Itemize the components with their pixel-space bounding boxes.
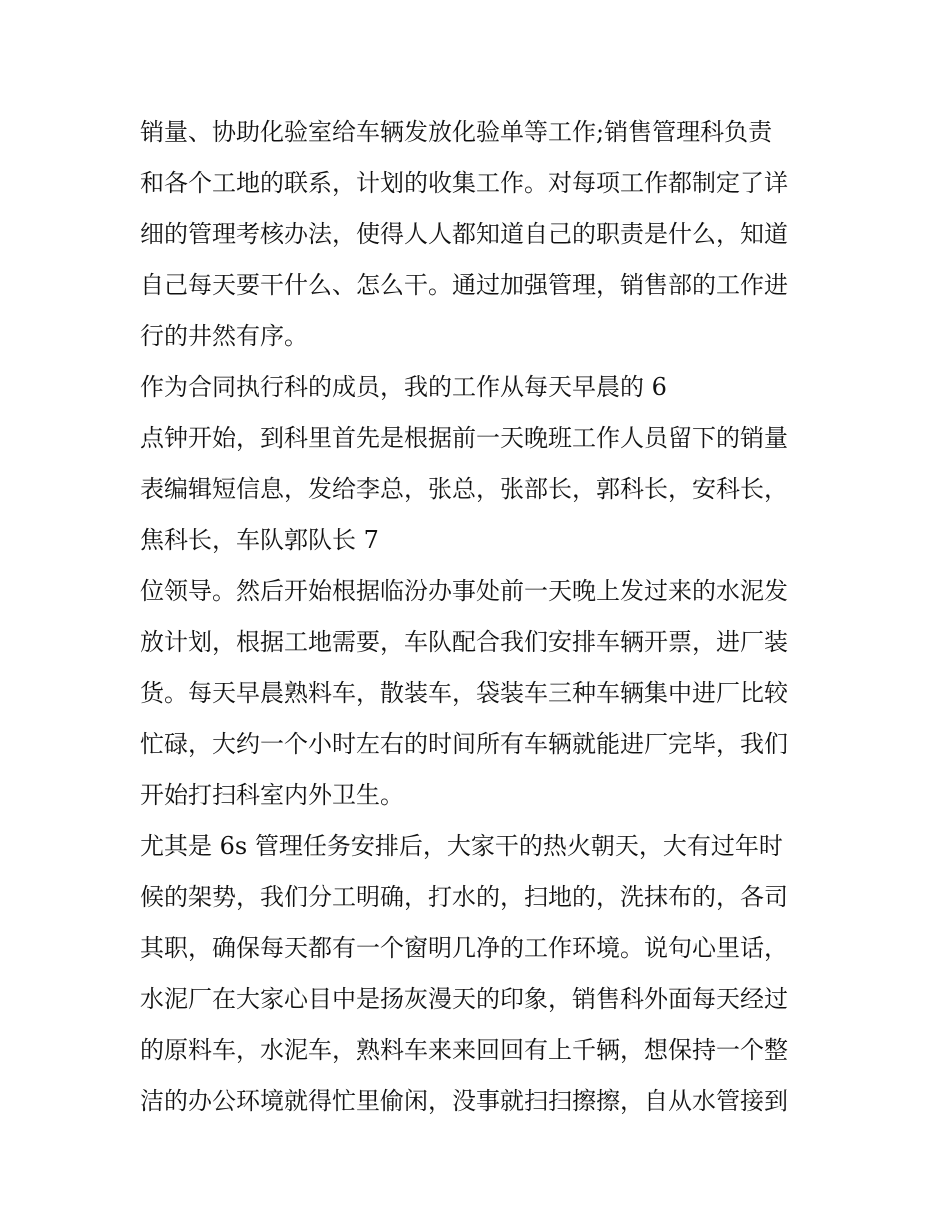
text-line: 水泥厂在大家心目中是扬灰漫天的印象，销售科外面每天经过: [140, 985, 788, 1013]
text-line: 开始打扫科室内外卫生。: [140, 781, 404, 809]
text-line: 放计划，根据工地需要，车队配合我们安排车辆开票，进厂装: [140, 628, 788, 656]
text-line: 尤其是 6s 管理任务安排后，大家干的热火朝天，大有过年时: [140, 832, 783, 860]
text-line: 其职，确保每天都有一个窗明几净的工作环境。说句心里话，: [140, 934, 788, 962]
text-line: 洁的办公环境就得忙里偷闲，没事就扫扫擦擦，自从水管接到: [140, 1087, 788, 1115]
text-line: 点钟开始，到科里首先是根据前一天晚班工作人员留下的销量: [140, 424, 788, 452]
text-line: 焦科长，车队郭队长 7: [140, 526, 379, 554]
text-line: 货。每天早晨熟料车，散装车，袋装车三种车辆集中进厂比较: [140, 679, 788, 707]
text-line: 的原料车，水泥车，熟料车来来回回有上千辆，想保持一个整: [140, 1036, 788, 1064]
text-line: 自己每天要干什么、怎么干。通过加强管理，销售部的工作进: [140, 271, 788, 299]
text-line: 和各个工地的联系，计划的收集工作。对每项工作都制定了详: [140, 169, 788, 197]
text-line: 候的架势，我们分工明确，打水的，扫地的，洗抹布的，各司: [140, 883, 788, 911]
text-line: 行的井然有序。: [140, 322, 308, 350]
text-line: 忙碌，大约一个小时左右的时间所有车辆就能进厂完毕，我们: [140, 730, 788, 758]
body-text: [140, 107, 820, 1127]
text-line: 表编辑短信息，发给李总，张总，张部长，郭科长，安科长，: [140, 475, 788, 503]
text-line: 作为合同执行科的成员，我的工作从每天早晨的 6: [140, 373, 667, 401]
text-line: 细的管理考核办法，使得人人都知道自己的职责是什么，知道: [140, 220, 788, 248]
text-line: 位领导。然后开始根据临汾办事处前一天晚上发过来的水泥发: [140, 577, 788, 605]
text-line: 销量、协助化验室给车辆发放化验单等工作;销售管理科负责: [140, 118, 773, 146]
